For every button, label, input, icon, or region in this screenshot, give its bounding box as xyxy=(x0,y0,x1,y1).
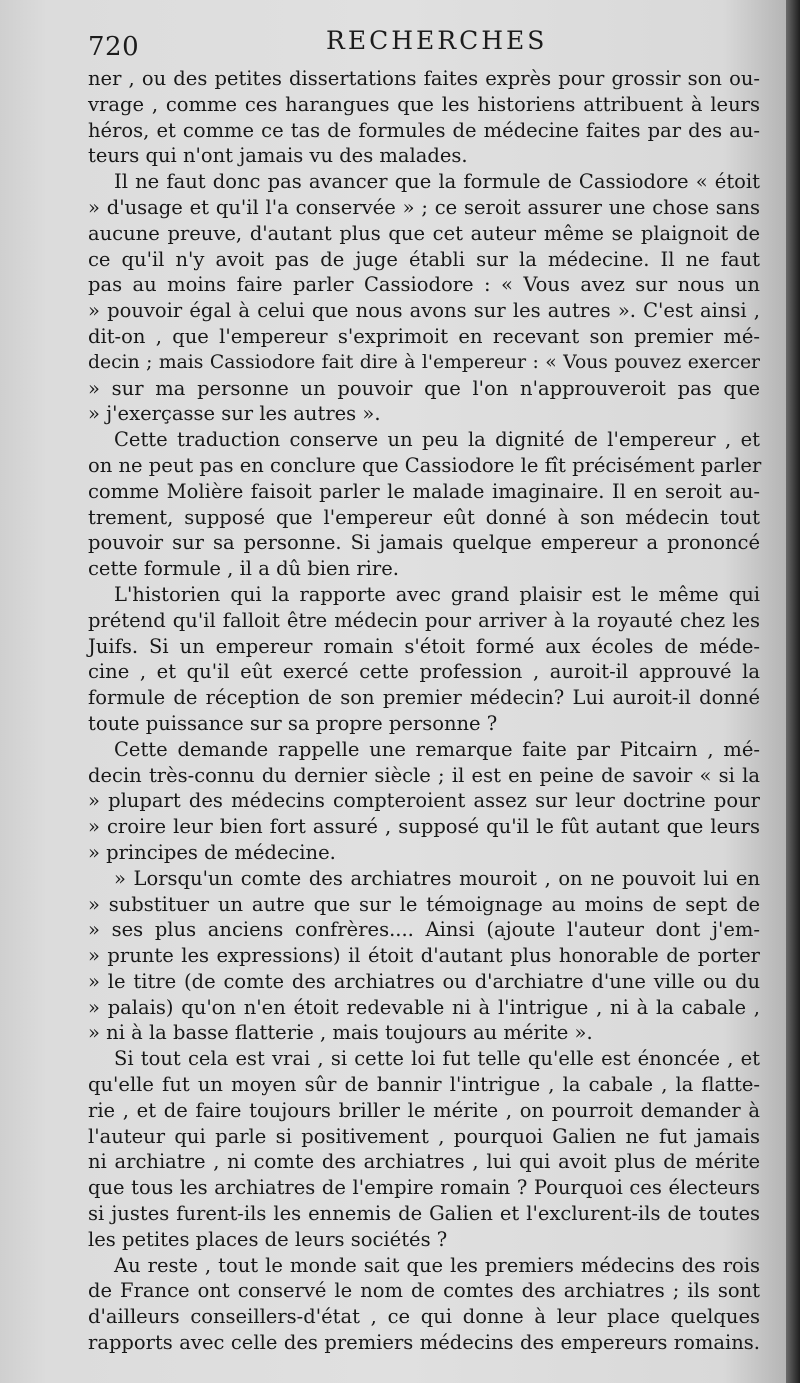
text-line: vrage , comme ces harangues que les historiens attribuent à leurs xyxy=(88,92,760,116)
text-line: » palais) qu'on n'en étoit redevable ni à l'intrigue , ni à la cabale , xyxy=(88,995,760,1019)
text-line: » j'exerçasse sur les autres ». xyxy=(88,402,381,426)
text-line: comme Molière faisoit parler le malade imaginaire. Il en seroit au- xyxy=(88,479,760,503)
text-line: dit-on , que l'empereur s'exprimoit en recevant son premier mé- xyxy=(88,324,760,348)
text-line: pas au moins faire parler Cassiodore : « Vous avez sur nous un xyxy=(88,273,760,297)
text-line: que tous les archiatres de l'empire romain ? Pourquoi ces électeurs xyxy=(88,1176,760,1200)
page-header xyxy=(88,26,768,60)
text-line: qu'elle fut un moyen sûr de bannir l'intrigue , la cabale , la flatte- xyxy=(88,1073,760,1097)
text-line: » Lorsqu'un comte des archiatres mouroit , on ne pouvoit lui en xyxy=(114,866,760,890)
text-line: ni archiatre , ni comte des archiatres , lui qui avoit plus de mérite xyxy=(88,1150,760,1174)
text-line: teurs qui n'ont jamais vu des malades. xyxy=(88,144,468,168)
text-line: aucune preuve, d'autant plus que cet auteur même se plaignoit de xyxy=(88,221,760,245)
body-text xyxy=(88,66,760,1356)
text-line: » principes de médecine. xyxy=(88,840,336,864)
text-line: pouvoir sur sa personne. Si jamais quelque empereur a prononcé xyxy=(88,531,760,555)
text-line: decin très-connu du dernier siècle ; il est en peine de savoir « si la xyxy=(88,763,760,787)
page-edge xyxy=(786,0,800,1383)
text-line: Juifs. Si un empereur romain s'étoit formé aux écoles de méde- xyxy=(88,634,760,658)
text-line: » prunte les expressions) il étoit d'autant plus honorable de porter xyxy=(88,944,760,968)
text-line: » pouvoir égal à celui que nous avons sur les autres ». C'est ainsi , xyxy=(88,299,760,323)
running-head: RECHERCHES xyxy=(326,26,548,55)
text-line: Au reste , tout le monde sait que les premiers médecins des rois xyxy=(114,1253,760,1277)
text-line: toute puissance sur sa propre personne ? xyxy=(88,711,498,735)
text-line: les petites places de leurs sociétés ? xyxy=(88,1227,448,1251)
text-line: L'historien qui la rapporte avec grand plaisir est le même qui xyxy=(114,582,760,606)
text-line: prétend qu'il falloit être médecin pour arriver à la royauté chez les xyxy=(88,608,760,632)
text-line: cine , et qu'il eût exercé cette profession , auroit-il approuvé la xyxy=(88,660,760,684)
text-line: » substituer un autre que sur le témoignage au moins de sept de xyxy=(88,892,760,916)
text-line: decin ; mais Cassiodore fait dire à l'empereur : « Vous pouvez exercer xyxy=(88,351,760,373)
text-line: l'auteur qui parle si positivement , pourquoi Galien ne fut jamais xyxy=(88,1124,760,1148)
text-line: rie , et de faire toujours briller le mérite , on pourroit demander à xyxy=(88,1098,760,1122)
text-line: » sur ma personne un pouvoir que l'on n'approuveroit pas que xyxy=(88,376,760,400)
text-line: héros, et comme ce tas de formules de médecine faites par des au- xyxy=(88,118,760,142)
text-line: » plupart des médecins compteroient assez sur leur doctrine pour xyxy=(88,789,760,813)
text-line: Cette traduction conserve un peu la dignité de l'empereur , et xyxy=(114,428,760,452)
text-line: ce qu'il n'y avoit pas de juge établi sur la médecine. Il ne faut xyxy=(88,247,760,271)
text-line: » ses plus anciens confrères.... Ainsi (ajoute l'auteur dont j'em- xyxy=(88,918,760,942)
text-line: cette formule , il a dû bien rire. xyxy=(88,557,399,581)
text-line: Cette demande rappelle une remarque faite par Pitcairn , mé- xyxy=(114,737,760,761)
text-line: rapports avec celle des premiers médecins des empereurs romains. xyxy=(88,1331,760,1355)
text-line: Si tout cela est vrai , si cette loi fut telle qu'elle est énoncée , et xyxy=(114,1047,760,1071)
text-line: Il ne faut donc pas avancer que la formule de Cassiodore « étoit xyxy=(114,170,760,194)
page-number: 720 xyxy=(88,32,140,62)
text-line: formule de réception de son premier médecin? Lui auroit-il donné xyxy=(88,686,760,710)
text-line: » ni à la basse flatterie , mais toujours au mérite ». xyxy=(88,1021,593,1045)
text-line: si justes furent-ils les ennemis de Galien et l'exclurent-ils de toutes xyxy=(88,1202,760,1226)
text-line: d'ailleurs conseillers-d'état , ce qui donne à leur place quelques xyxy=(88,1305,760,1329)
text-line: on ne peut pas en conclure que Cassiodore le fît précisément parler xyxy=(88,453,762,477)
text-line: ner , ou des petites dissertations faites exprès pour grossir son ou- xyxy=(88,67,760,90)
text-line: » d'usage et qu'il l'a conservée » ; ce seroit assurer une chose sans xyxy=(88,195,760,219)
text-line: trement, supposé que l'empereur eût donné à son médecin tout xyxy=(88,505,760,529)
text-line: de France ont conservé le nom de comtes des archiatres ; ils sont xyxy=(88,1279,760,1303)
text-line: » croire leur bien fort assuré , supposé qu'il le fût autant que leurs xyxy=(88,815,760,839)
text-line: » le titre (de comte des archiatres ou d'archiatre d'une ville ou du xyxy=(88,969,760,993)
